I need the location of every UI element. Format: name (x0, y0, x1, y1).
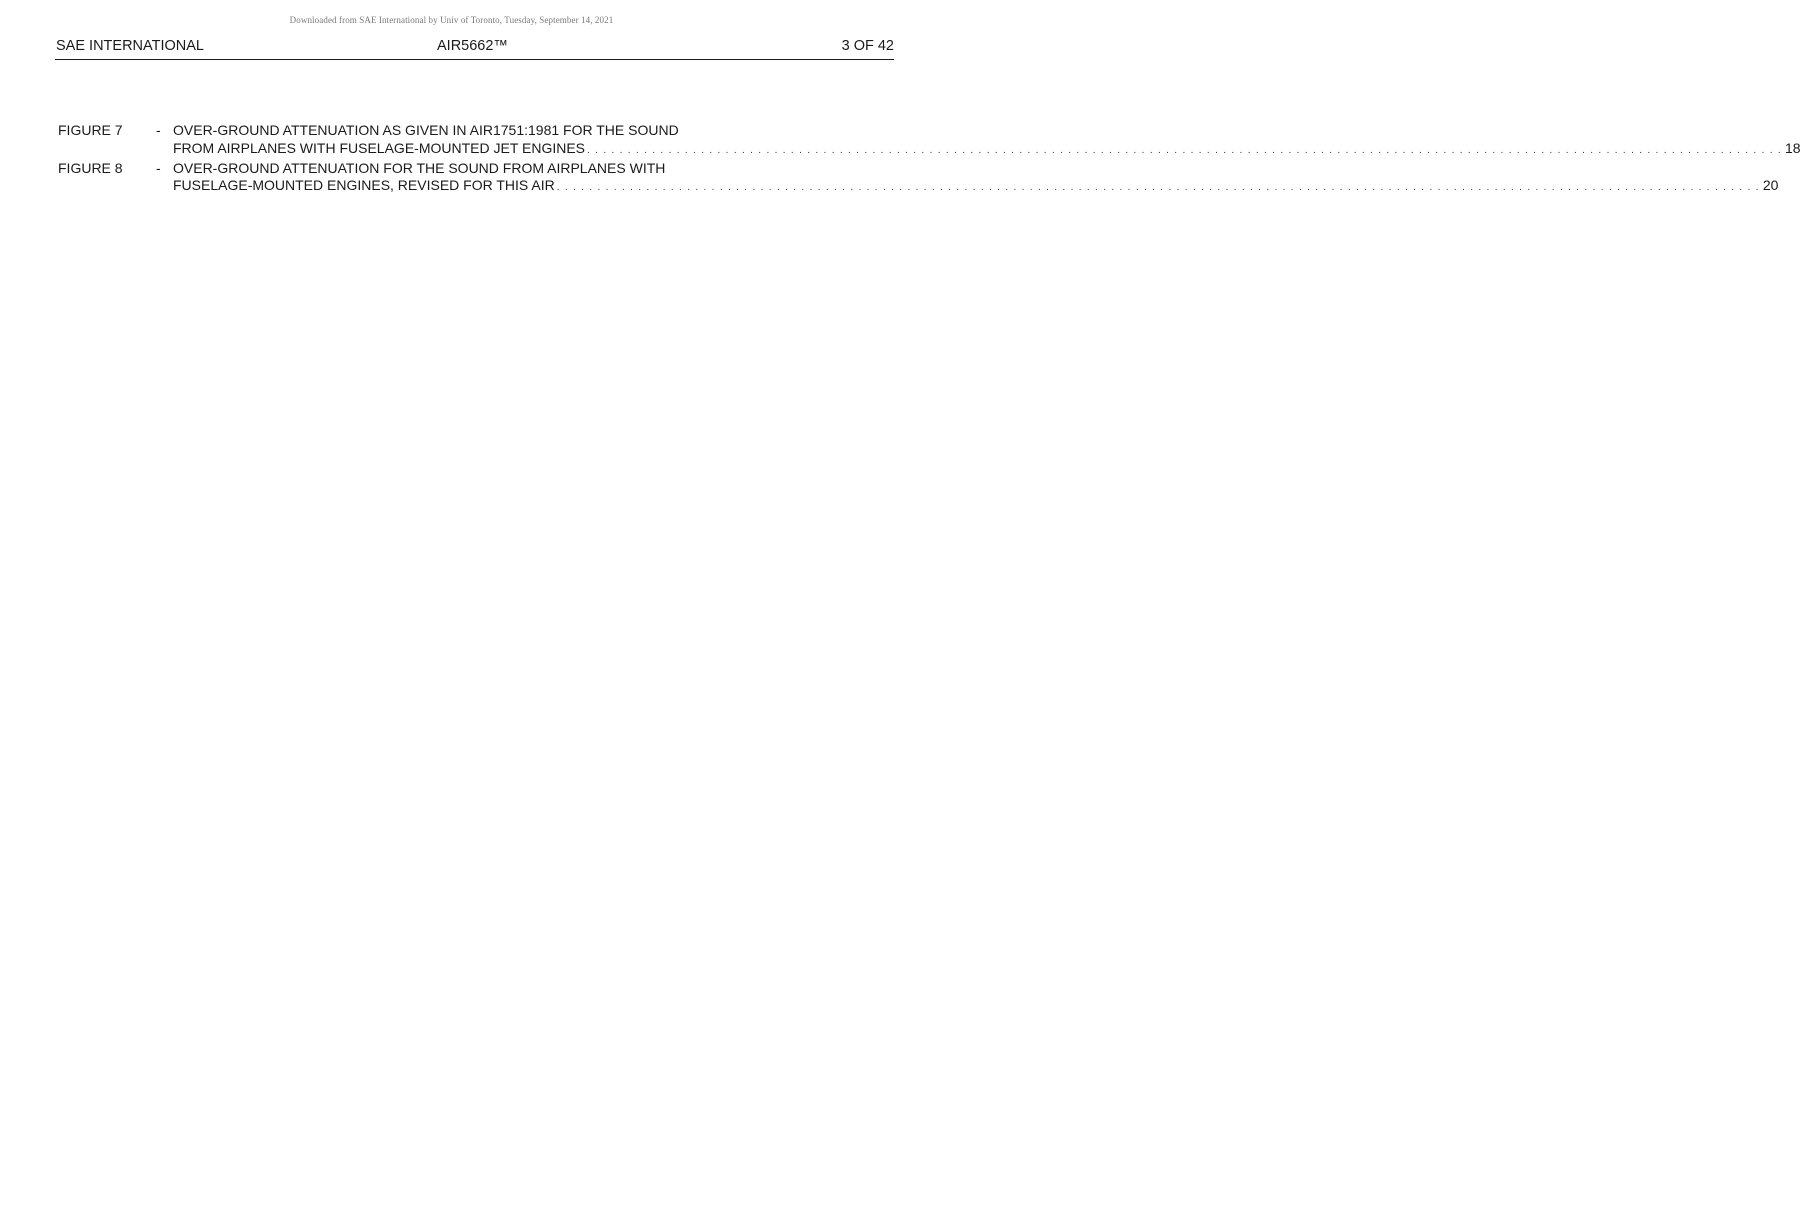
dot-leader: . . . . . . . . . . . . . . . . . . . . . . . . . . . . . . . . . . . . . . . . . . . . . . . . . . . . . . . . . . . . . . . . . . . . . . . . . . . . . . . . . . . . . . . . . . . . . . . . . . . . . . . . . . . . . . . . . . . . . . . . . . . . . . . . . . . . . . . . . . . . . . . . . . . (587, 144, 1782, 156)
figure-page-number: 18 (1784, 139, 1801, 156)
figure-title-line-2-row (173, 140, 1801, 160)
page-number: 3 OF 42 (841, 38, 894, 54)
separator-dash: - (156, 159, 161, 176)
figure-label: FIGURE 8 (58, 159, 123, 176)
figure-title-line-1: OVER-GROUND ATTENUATION FOR THE SOUND FROM AIRPLANES WITH (173, 159, 666, 176)
figure-list (58, 122, 1801, 197)
document-id: AIR5662™ (437, 38, 508, 54)
download-watermark: Downloaded from SAE International by Univ of Toronto, Tuesday, September 14, 2021 (289, 15, 614, 25)
dot-leader: . . . . . . . . . . . . . . . . . . . . . . . . . . . . . . . . . . . . . . . . . . . . . . . . . . . . . . . . . . . . . . . . . . . . . . . . . . . . . . . . . . . . . . . . . . . . . . . . . . . . . . . . . . . . . . . . . . . . . . . . . . . . . . . . . . . . . . . . . . . . . . . . . . . . (556, 182, 1760, 194)
figure-title-line-2: FROM AIRPLANES WITH FUSELAGE-MOUNTED JET ENGINES (173, 139, 586, 156)
publisher-name: SAE INTERNATIONAL (56, 38, 204, 54)
figure-title (173, 160, 1778, 198)
toc-entry-figure-8[interactable] (58, 159, 1779, 198)
figure-title-line-2-row (173, 177, 1778, 197)
separator-dash: - (156, 122, 161, 138)
figure-label: FIGURE 7 (58, 122, 123, 138)
figure-title (173, 122, 1801, 160)
figure-page-number: 20 (1762, 177, 1779, 194)
page-header (55, 38, 894, 60)
figure-title-line-2: FUSELAGE-MOUNTED ENGINES, REVISED FOR THIS AIR (173, 177, 555, 194)
figure-title-line-1: OVER-GROUND ATTENUATION AS GIVEN IN AIR1751:1981 FOR THE SOUND (173, 122, 679, 138)
toc-entry-figure-7[interactable] (58, 122, 1801, 160)
